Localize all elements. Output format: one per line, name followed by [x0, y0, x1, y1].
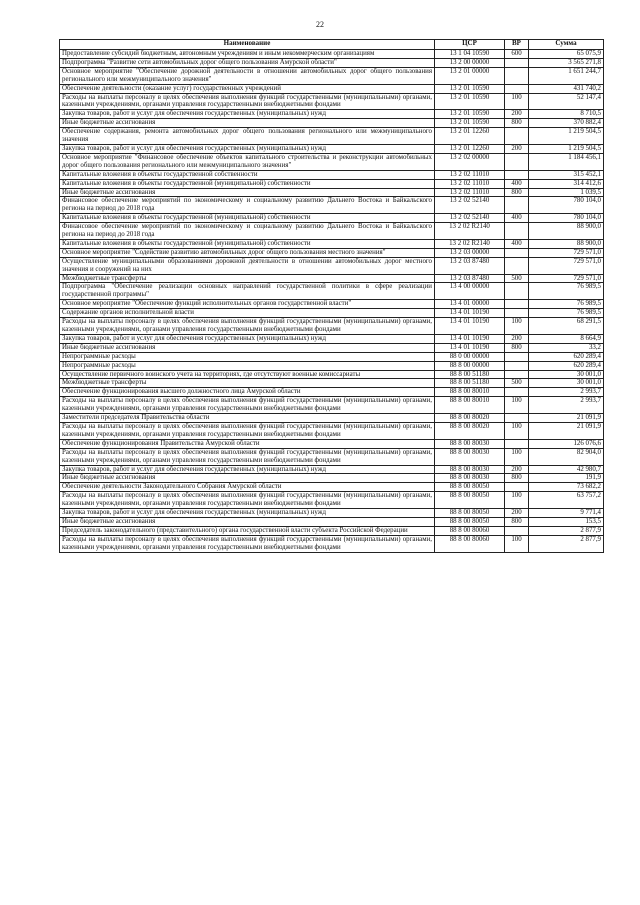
budget-table: [59, 39, 604, 553]
cell-name: Капитальные вложения в объекты государственной (муниципальной) собственности: [60, 214, 435, 223]
cell-sum: 76 989,5: [529, 283, 604, 300]
cell-csr: 13 2 02 11010: [435, 188, 505, 197]
cell-name: Иные бюджетные ассигнования: [60, 517, 435, 526]
cell-csr: 13 2 02 11010: [435, 179, 505, 188]
cell-sum: 21 091,9: [529, 422, 604, 439]
cell-csr: 88 8 00 80030: [435, 465, 505, 474]
cell-name: Расходы на выплаты персоналу в целях обеспечения выполнения функций государственными (муниципальными) органами, казенными учреждениями, органами управления государственными внебюджетными фондами: [60, 397, 435, 414]
cell-sum: 431 740,2: [529, 84, 604, 93]
table-row: [60, 223, 604, 240]
cell-sum: 68 291,5: [529, 318, 604, 335]
cell-vr: 100: [505, 448, 529, 465]
cell-vr: 100: [505, 318, 529, 335]
cell-vr: 200: [505, 465, 529, 474]
table-row: [60, 361, 604, 370]
cell-csr: 13 2 00 00000: [435, 58, 505, 67]
table-row: [60, 439, 604, 448]
table-row: [60, 334, 604, 343]
cell-csr: 88 8 00 80010: [435, 388, 505, 397]
cell-csr: 88 8 00 51180: [435, 379, 505, 388]
cell-sum: 314 412,6: [529, 179, 604, 188]
cell-sum: 153,5: [529, 517, 604, 526]
cell-sum: 65 075,9: [529, 50, 604, 59]
cell-vr: [505, 257, 529, 274]
cell-sum: 620 289,4: [529, 361, 604, 370]
cell-csr: 13 2 01 10590: [435, 119, 505, 128]
header-csr: ЦСР: [435, 40, 505, 50]
table-row: [60, 110, 604, 119]
cell-sum: 52 147,4: [529, 93, 604, 110]
cell-sum: 2 877,9: [529, 526, 604, 535]
table-row: [60, 257, 604, 274]
cell-sum: 8 664,9: [529, 334, 604, 343]
cell-sum: 76 989,5: [529, 300, 604, 309]
cell-name: Непрограммные расходы: [60, 352, 435, 361]
cell-name: Непрограммные расходы: [60, 361, 435, 370]
table-row: [60, 517, 604, 526]
cell-csr: 88 8 00 80030: [435, 448, 505, 465]
cell-name: Иные бюджетные ассигнования: [60, 343, 435, 352]
table-row: [60, 84, 604, 93]
cell-vr: 200: [505, 110, 529, 119]
table-row: [60, 170, 604, 179]
table-row: [60, 153, 604, 170]
cell-csr: 13 4 01 10190: [435, 309, 505, 318]
cell-sum: 315 452,1: [529, 170, 604, 179]
cell-name: Расходы на выплаты персоналу в целях обеспечения выполнения функций государственными (муниципальными) органами, казенными учреждениями, органами управления государственными внебюджетными фондами: [60, 93, 435, 110]
cell-csr: 13 2 01 10590: [435, 110, 505, 119]
cell-csr: 13 4 01 10190: [435, 318, 505, 335]
table-row: [60, 526, 604, 535]
table-body: [60, 50, 604, 553]
cell-name: Осуществление муниципальными образованиями дорожной деятельности в отношении автомобильных дорог местного значения и сооружений на них: [60, 257, 435, 274]
cell-vr: [505, 300, 529, 309]
cell-csr: 88 8 00 00000: [435, 361, 505, 370]
cell-sum: 1 651 244,7: [529, 67, 604, 84]
cell-vr: [505, 283, 529, 300]
cell-sum: 2 993,7: [529, 397, 604, 414]
cell-sum: 729 571,0: [529, 274, 604, 283]
cell-csr: 88 8 00 80030: [435, 439, 505, 448]
cell-csr: 88 8 00 80010: [435, 397, 505, 414]
cell-name: Обеспечение содержания, ремонта автомобильных дорог общего пользования регионального или межмуниципального значения: [60, 128, 435, 145]
cell-name: Расходы на выплаты персоналу в целях обеспечения выполнения функций государственными (муниципальными) органами, казенными учреждениями, органами управления государственными внебюджетными фондами: [60, 318, 435, 335]
cell-sum: 33,2: [529, 343, 604, 352]
table-row: [60, 483, 604, 492]
cell-vr: [505, 361, 529, 370]
cell-sum: 1 039,5: [529, 188, 604, 197]
cell-sum: 191,9: [529, 474, 604, 483]
cell-vr: [505, 388, 529, 397]
cell-vr: 400: [505, 239, 529, 248]
cell-csr: 13 4 01 00000: [435, 300, 505, 309]
cell-vr: [505, 153, 529, 170]
cell-vr: [505, 352, 529, 361]
cell-sum: 1 184 456,1: [529, 153, 604, 170]
cell-csr: 13 2 01 12260: [435, 128, 505, 145]
cell-sum: 30 001,0: [529, 370, 604, 379]
cell-sum: 8 710,5: [529, 110, 604, 119]
table-row: [60, 128, 604, 145]
cell-sum: 9 771,4: [529, 509, 604, 518]
cell-name: Капитальные вложения в объекты государственной собственности: [60, 170, 435, 179]
cell-sum: 780 104,0: [529, 214, 604, 223]
cell-csr: 88 0 00 00000: [435, 352, 505, 361]
cell-sum: 780 104,0: [529, 197, 604, 214]
cell-name: Закупка товаров, работ и услуг для обеспечения государственных (муниципальных) нужд: [60, 465, 435, 474]
cell-vr: 800: [505, 474, 529, 483]
cell-csr: 13 2 02 11010: [435, 170, 505, 179]
table-row: [60, 248, 604, 257]
cell-csr: 13 4 00 00000: [435, 283, 505, 300]
cell-csr: 88 8 00 80060: [435, 526, 505, 535]
table-row: [60, 414, 604, 423]
page-number: 22: [316, 20, 324, 29]
cell-vr: 800: [505, 188, 529, 197]
header-vr: ВР: [505, 40, 529, 50]
cell-name: Финансовое обеспечение мероприятий по экономическому и социальному развитию Дальнего Востока и Байкальского региона на период до 2018 года: [60, 223, 435, 240]
cell-vr: 500: [505, 274, 529, 283]
cell-vr: 800: [505, 517, 529, 526]
cell-csr: 13 2 03 87480: [435, 257, 505, 274]
cell-vr: [505, 370, 529, 379]
table-row: [60, 318, 604, 335]
cell-csr: 13 4 01 10190: [435, 343, 505, 352]
cell-csr: 88 8 00 80050: [435, 509, 505, 518]
table-row: [60, 188, 604, 197]
cell-vr: [505, 84, 529, 93]
cell-csr: 13 2 01 10590: [435, 93, 505, 110]
cell-name: Финансовое обеспечение мероприятий по экономическому и социальному развитию Дальнего Востока и Байкальского региона на период до 2018 года: [60, 197, 435, 214]
cell-vr: 800: [505, 119, 529, 128]
cell-name: Иные бюджетные ассигнования: [60, 474, 435, 483]
cell-name: Капитальные вложения в объекты государственной (муниципальной) собственности: [60, 239, 435, 248]
cell-name: Содержание органов исполнительной власти: [60, 309, 435, 318]
cell-name: Расходы на выплаты персоналу в целях обеспечения выполнения функций государственными (муниципальными) органами, казенными учреждениями, органами управления государственными внебюджетными фондами: [60, 448, 435, 465]
cell-csr: 13 2 02 R2140: [435, 239, 505, 248]
header-sum: Сумма: [529, 40, 604, 50]
cell-csr: 88 8 00 51180: [435, 370, 505, 379]
cell-csr: 88 8 00 80060: [435, 535, 505, 552]
cell-vr: [505, 439, 529, 448]
table-row: [60, 144, 604, 153]
cell-vr: 200: [505, 509, 529, 518]
table-row: [60, 352, 604, 361]
table-row: [60, 465, 604, 474]
cell-vr: [505, 414, 529, 423]
cell-sum: 729 571,0: [529, 257, 604, 274]
cell-name: Обеспечение функционирования высшего должностного лица Амурской области: [60, 388, 435, 397]
cell-sum: 370 882,4: [529, 119, 604, 128]
table-row: [60, 509, 604, 518]
table-row: [60, 309, 604, 318]
cell-vr: 100: [505, 535, 529, 552]
cell-sum: 30 001,0: [529, 379, 604, 388]
cell-csr: 88 8 00 80050: [435, 492, 505, 509]
cell-vr: [505, 223, 529, 240]
table-row: [60, 388, 604, 397]
table-row: [60, 422, 604, 439]
cell-csr: 13 1 04 10590: [435, 50, 505, 59]
table-row: [60, 370, 604, 379]
cell-sum: 76 989,5: [529, 309, 604, 318]
cell-csr: 13 2 01 00000: [435, 67, 505, 84]
cell-vr: [505, 483, 529, 492]
table-row: [60, 535, 604, 552]
cell-csr: 88 8 00 80020: [435, 414, 505, 423]
cell-csr: 13 2 02 52140: [435, 197, 505, 214]
cell-name: Расходы на выплаты персоналу в целях обеспечения выполнения функций государственными (муниципальными) органами, казенными учреждениями, органами управления государственными внебюджетными фондами: [60, 535, 435, 552]
cell-name: Обеспечение деятельности Законодательного Собрания Амурской области: [60, 483, 435, 492]
cell-sum: 126 076,6: [529, 439, 604, 448]
table-row: [60, 197, 604, 214]
table-row: [60, 214, 604, 223]
table-row: [60, 239, 604, 248]
cell-csr: 13 2 03 00000: [435, 248, 505, 257]
cell-sum: 1 219 504,5: [529, 144, 604, 153]
cell-vr: [505, 58, 529, 67]
table-header-row: [60, 40, 604, 50]
cell-name: Осуществление первичного воинского учета на территориях, где отсутствуют военные комиссариаты: [60, 370, 435, 379]
cell-name: Капитальные вложения в объекты государственной (муниципальной) собственности: [60, 179, 435, 188]
cell-vr: [505, 309, 529, 318]
cell-name: Председатель законодательного (представительного) органа государственной власти субъекта Российской Федерации: [60, 526, 435, 535]
cell-name: Расходы на выплаты персоналу в целях обеспечения выполнения функций государственными (муниципальными) органами, казенными учреждениями, органами управления государственными внебюджетными фондами: [60, 422, 435, 439]
cell-csr: 88 8 00 80050: [435, 517, 505, 526]
table-row: [60, 179, 604, 188]
cell-sum: 1 219 504,5: [529, 128, 604, 145]
cell-vr: 400: [505, 179, 529, 188]
cell-sum: 88 900,0: [529, 239, 604, 248]
cell-sum: 73 682,2: [529, 483, 604, 492]
cell-vr: [505, 248, 529, 257]
cell-vr: [505, 197, 529, 214]
cell-csr: 13 2 03 87480: [435, 274, 505, 283]
table-row: [60, 300, 604, 309]
cell-name: Обеспечение функционирования Правительства Амурской области: [60, 439, 435, 448]
cell-name: Закупка товаров, работ и услуг для обеспечения государственных (муниципальных) нужд: [60, 509, 435, 518]
cell-csr: 88 8 00 80050: [435, 483, 505, 492]
cell-name: Закупка товаров, работ и услуг для обеспечения государственных (муниципальных) нужд: [60, 334, 435, 343]
cell-vr: 100: [505, 397, 529, 414]
table-row: [60, 343, 604, 352]
cell-name: Подпрограмма "Развитие сети автомобильных дорог общего пользования Амурской области": [60, 58, 435, 67]
cell-name: Иные бюджетные ассигнования: [60, 119, 435, 128]
cell-name: Иные бюджетные ассигнования: [60, 188, 435, 197]
cell-vr: 100: [505, 93, 529, 110]
cell-vr: 200: [505, 334, 529, 343]
cell-sum: 620 289,4: [529, 352, 604, 361]
table-row: [60, 119, 604, 128]
cell-name: Обеспечение деятельности (оказание услуг) государственных учреждений: [60, 84, 435, 93]
cell-csr: 13 2 02 00000: [435, 153, 505, 170]
cell-vr: [505, 128, 529, 145]
cell-csr: 88 8 00 80020: [435, 422, 505, 439]
cell-name: Подпрограмма "Обеспечение реализации основных направлений государственной политики в сфере реализации государственной программы": [60, 283, 435, 300]
cell-name: Предоставление субсидий бюджетным, автономным учреждениям и иным некоммерческим организациям: [60, 50, 435, 59]
cell-name: Заместители председателя Правительства области: [60, 414, 435, 423]
cell-vr: [505, 67, 529, 84]
table-row: [60, 379, 604, 388]
cell-csr: 13 2 01 12260: [435, 144, 505, 153]
cell-sum: 88 900,0: [529, 223, 604, 240]
table-row: [60, 283, 604, 300]
cell-vr: 100: [505, 422, 529, 439]
cell-name: Основное мероприятие "Содействие развитию автомобильных дорог общего пользования местного значения": [60, 248, 435, 257]
table-row: [60, 93, 604, 110]
cell-name: Расходы на выплаты персоналу в целях обеспечения выполнения функций государственными (муниципальными) органами, казенными учреждениями, органами управления государственными внебюджетными фондами: [60, 492, 435, 509]
cell-csr: 13 2 01 10590: [435, 84, 505, 93]
table-row: [60, 448, 604, 465]
cell-sum: 21 091,9: [529, 414, 604, 423]
table-row: [60, 474, 604, 483]
table-row: [60, 50, 604, 59]
cell-csr: 88 8 00 80030: [435, 474, 505, 483]
cell-csr: 13 2 02 52140: [435, 214, 505, 223]
table-row: [60, 397, 604, 414]
cell-vr: [505, 170, 529, 179]
table-row: [60, 58, 604, 67]
cell-vr: 200: [505, 144, 529, 153]
cell-sum: 729 571,0: [529, 248, 604, 257]
cell-vr: 800: [505, 343, 529, 352]
cell-sum: 82 904,0: [529, 448, 604, 465]
cell-name: Основное мероприятие "Обеспечение функций исполнительных органов государственной власти": [60, 300, 435, 309]
cell-name: Закупка товаров, работ и услуг для обеспечения государственных (муниципальных) нужд: [60, 110, 435, 119]
cell-name: Основное мероприятие "Финансовое обеспечение объектов капитального строительства и реконструкции автомобильных дорог общего пользования регионального или межмуниципального значения": [60, 153, 435, 170]
cell-vr: 400: [505, 214, 529, 223]
cell-name: Межбюджетные трансферты: [60, 274, 435, 283]
cell-csr: 13 2 02 R2140: [435, 223, 505, 240]
cell-sum: 2 877,9: [529, 535, 604, 552]
cell-vr: 100: [505, 492, 529, 509]
cell-csr: 13 4 01 10190: [435, 334, 505, 343]
cell-vr: 500: [505, 379, 529, 388]
cell-sum: 3 565 271,8: [529, 58, 604, 67]
cell-sum: 42 980,7: [529, 465, 604, 474]
cell-sum: 2 993,7: [529, 388, 604, 397]
cell-name: Межбюджетные трансферты: [60, 379, 435, 388]
table-row: [60, 67, 604, 84]
header-name: Наименование: [60, 40, 435, 50]
table-row: [60, 274, 604, 283]
cell-sum: 63 757,2: [529, 492, 604, 509]
cell-vr: [505, 526, 529, 535]
table-row: [60, 492, 604, 509]
cell-name: Закупка товаров, работ и услуг для обеспечения государственных (муниципальных) нужд: [60, 144, 435, 153]
cell-vr: 600: [505, 50, 529, 59]
cell-name: Основное мероприятие "Обеспечение дорожной деятельности в отношении автомобильных дорог общего пользования регионального или межмуниципального значения": [60, 67, 435, 84]
